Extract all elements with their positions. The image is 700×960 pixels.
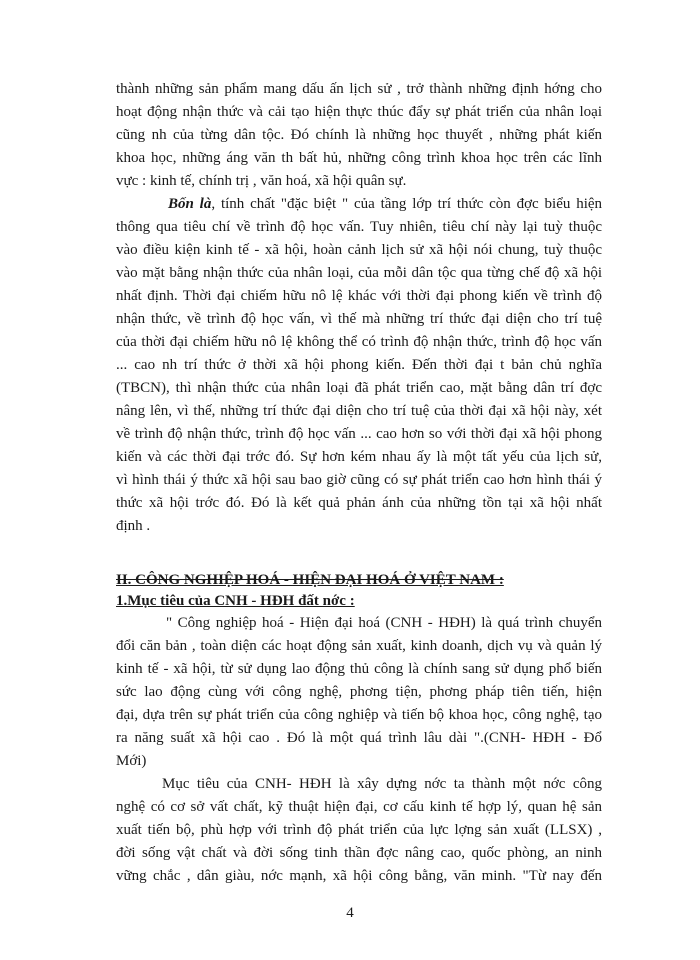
- paragraph-3-line: " Công nghiệp hoá - Hiện đại hoá (CNH - HĐH) là quá trình chuyển: [166, 615, 602, 631]
- subsection-heading: 1.Mục tiêu của CNH - HĐH đất nớc :: [116, 593, 355, 609]
- paragraph-3-line: kinh tế - xã hội, từ sử dụng lao động thủ công là chính sang sử dụng phổ biến: [116, 661, 602, 677]
- paragraph-2-line: vào điều kiện kinh tế - xã hội, hoàn cảnh lịch sử xã hội nói chung, tuỳ thuộc: [116, 242, 602, 258]
- paragraph-2-line: thông qua tiêu chí về trình độ học vấn. Tuy nhiên, tiêu chí này lại tuỳ thuộc: [116, 219, 602, 235]
- paragraph-4-line: xuất tiến bộ, phù hợp với trình độ phát triển của lực lợng sản xuất (LLSX) ,: [116, 822, 602, 838]
- section-heading: II. CÔNG NGHIỆP HOÁ - HIỆN ĐẠI HOÁ Ở VIỆT NAM :: [116, 572, 504, 588]
- paragraph-3-line: đổi căn bản , toàn diện các hoạt động sản xuất, kinh doanh, dịch vụ và quản lý: [116, 638, 602, 654]
- paragraph-1-line: hoạt động nhận thức và cải tạo hiện thực thúc đẩy sự phát triển của nhân loại: [116, 104, 602, 120]
- paragraph-1-line: khoa học, những áng văn th bất hủ, những công trình khoa học trên các lĩnh: [116, 150, 602, 166]
- paragraph-4-line: Mục tiêu của CNH- HĐH là xây dựng nớc ta thành một nớc công: [162, 776, 602, 792]
- paragraph-2-line: nhận thức, về trình độ học vấn, vì thế mà những trí thức đại diện cho trí tuệ: [116, 311, 602, 327]
- paragraph-3-line: đại, dựa trên sự phát triển của công nghiệp và tiến bộ khoa học, công nghệ, tạo: [116, 707, 602, 723]
- paragraph-2-line: của thời đại chiếm hữu nô lệ không thể có trình độ nhận thức, trình độ học vấn: [116, 334, 602, 350]
- paragraph-2-line: kiến và các thời đại trớc đó. Sự hơn kém nhau ấy là một tất yếu của lịch sử,: [116, 449, 602, 465]
- paragraph-3-line: ra năng suất xã hội cao . Đó là một quá trình lâu dài ".(CNH- HĐH - Đổ: [116, 730, 602, 746]
- bon-la-lead: Bốn là: [168, 196, 212, 212]
- paragraph-2-line: về trình độ nhận thức, trình độ học vấn ... cao hơn so với thời đại xã hội phong: [116, 426, 602, 442]
- paragraph-2-line: (TBCN), thì nhận thức của nhân loại đã phát triển cao, mặt bằng dân trí đợc: [116, 380, 602, 396]
- paragraph-2-line: vào mặt bằng nhận thức của nhân loại, của mỗi dân tộc qua từng chế độ xã hội: [116, 265, 602, 281]
- paragraph-2-line: thức xã hội trớc đó. Đó là kết quả phản ánh của những tồn tại xã hội nhất: [116, 495, 602, 511]
- paragraph-1-line: cũng nh của từng dân tộc. Đó chính là những học thuyết , những phát kiến: [116, 127, 602, 143]
- paragraph-2-line: định .: [116, 518, 151, 534]
- paragraph-3-line: Mới): [116, 753, 147, 769]
- paragraph-1-line: vực : kinh tế, chính trị , văn hoá, xã hội quân sự.: [116, 173, 407, 189]
- paragraph-4-line: vững chắc , dân giàu, nớc mạnh, xã hội công bằng, văn minh. "Từ nay đến: [116, 868, 602, 884]
- paragraph-2-line: vì hình thái ý thức xã hội sau bao giờ cũng có sự phát triển cao hơn hình thái ý: [116, 472, 602, 488]
- paragraph-2-line: nhất định. Thời đại chiếm hữu nô lệ khác với thời đại phong kiến về trình độ: [116, 288, 602, 304]
- paragraph-4-line: nghệ có cơ sở vất chất, kỹ thuật hiện đại, cơ cấu kinh tế hợp lý, quan hệ sản: [116, 799, 602, 815]
- paragraph-2-line: nâng lên, vì thế, những trí thức đại diện cho trí tuệ của thời đại xã hội này, xét: [116, 403, 602, 419]
- paragraph-4-line: đời sống vật chất và đời sống tinh thần đợc nâng cao, quốc phòng, an ninh: [116, 845, 602, 861]
- paragraph-1-line: thành những sản phẩm mang dấu ấn lịch sử , trở thành những định hớng cho: [116, 81, 602, 97]
- paragraph-2-first-rest: , tính chất "đặc biệt " của tầng lớp trí thức còn đợc biểu hiện: [211, 196, 603, 212]
- paragraph-2-line: ... cao nh trí thức ở thời xã hội phong kiến. Đến thời đại t bản chủ nghĩa: [116, 357, 602, 373]
- paragraph-3-line: sức lao động cùng với công nghệ, phơng tiện, phơng pháp tiên tiến, hiện: [116, 684, 602, 700]
- paragraph-2-first-line: [168, 194, 602, 214]
- page-number: 4: [346, 905, 354, 921]
